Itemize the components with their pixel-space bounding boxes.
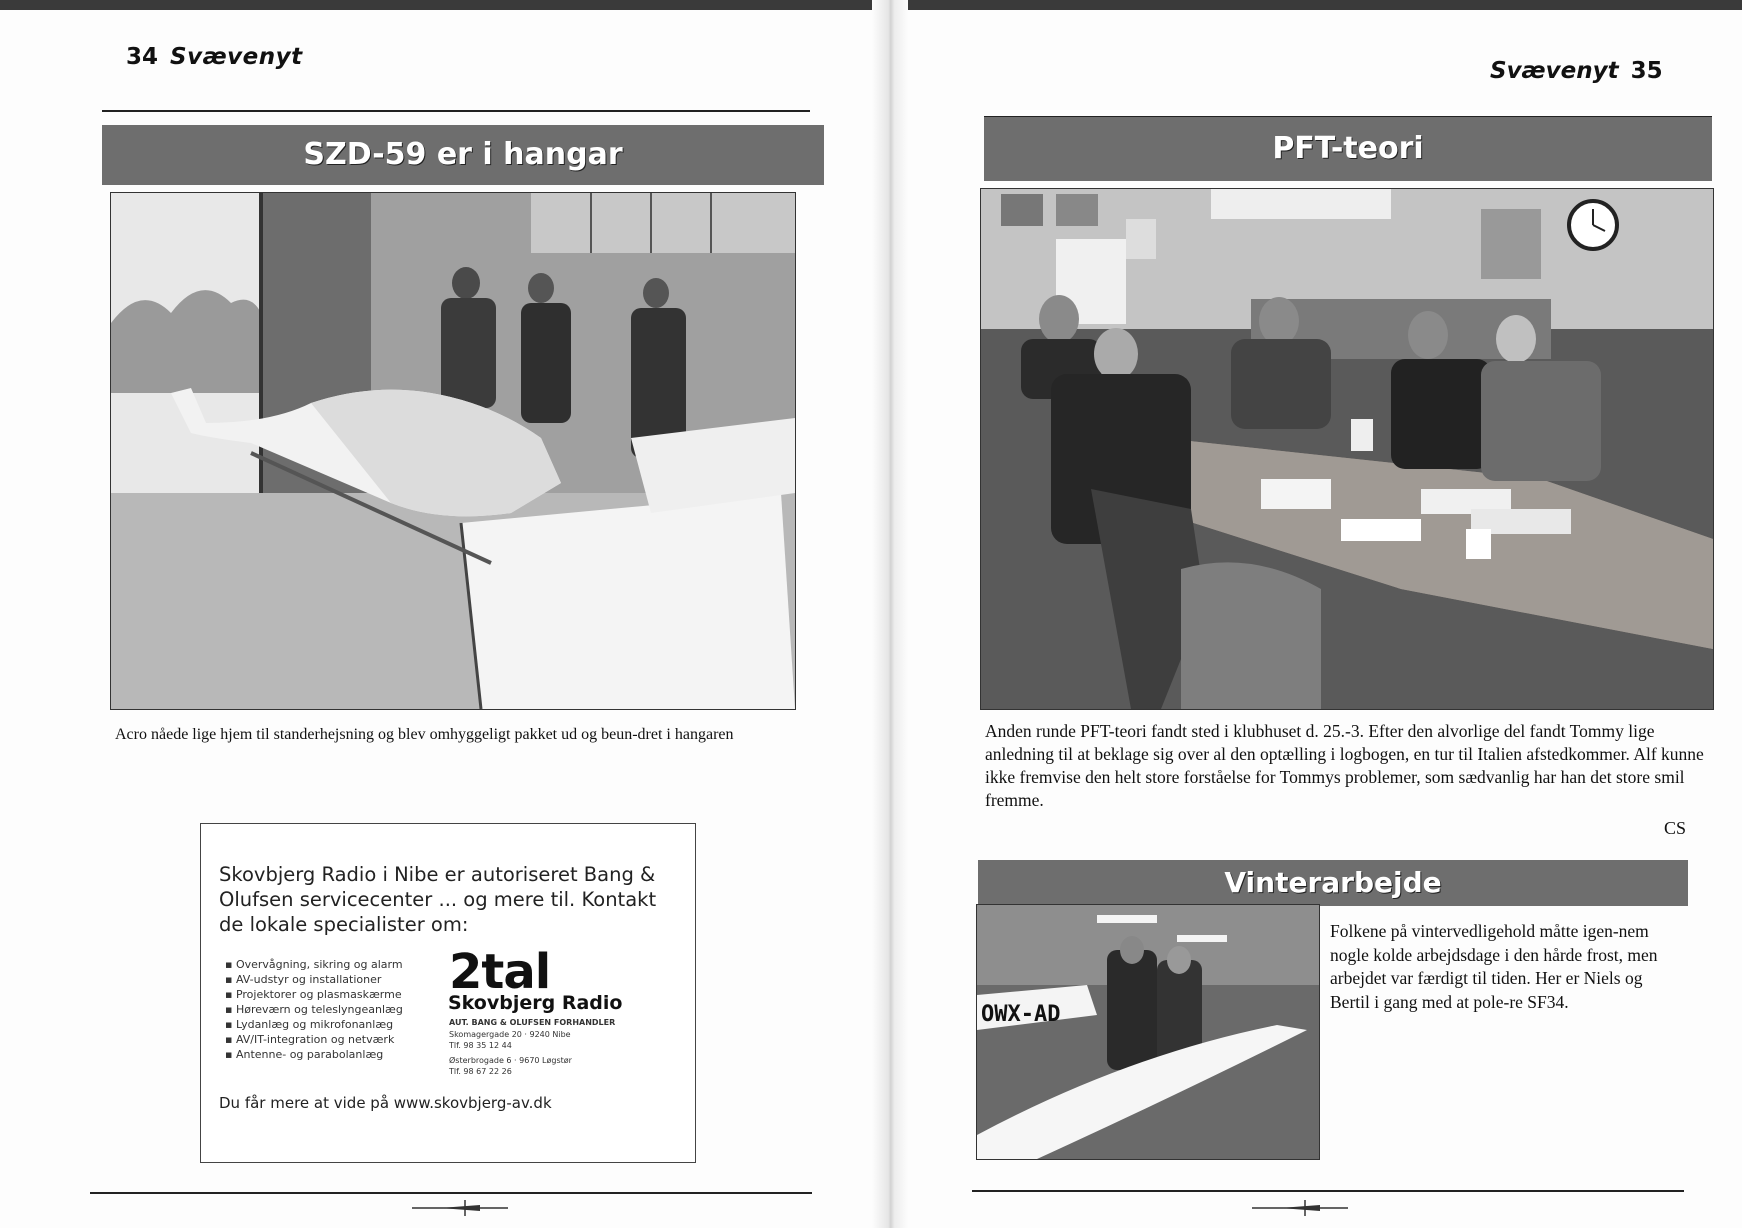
list-item: ▪ Overvågning, sikring og alarm [225, 957, 403, 972]
article-heading-szd59: SZD-59 er i hangar [102, 125, 824, 185]
page-number: 35 [1630, 58, 1663, 84]
article-signature: CS [1664, 818, 1687, 838]
skovbjerg-radio-ad [200, 823, 696, 1163]
page-number: 34 [126, 44, 159, 70]
list-item: ▪ Lydanlæg og mikrofonanlæg [225, 1017, 403, 1032]
list-item: ▪ Høreværn og teleslyngeanlæg [225, 1002, 403, 1017]
ad-phone-2: Tlf. 98 67 22 26 [449, 1067, 512, 1076]
clubhouse-photo [980, 188, 1714, 710]
page-header-left [126, 44, 303, 70]
book-spine [872, 0, 908, 1228]
hangar-photo [110, 192, 796, 710]
list-item: ▪ AV-udstyr og installationer [225, 972, 403, 987]
ad-phone-1: Tlf. 98 35 12 44 [449, 1041, 512, 1050]
2tal-logo: 2tal [449, 944, 551, 1000]
article-heading-vinterarbejde: Vinterarbejde [978, 860, 1688, 906]
header-rule [102, 110, 810, 112]
magazine-title: Svævenyt [170, 44, 303, 70]
ad-tagline: AUT. BANG & OLUFSEN FORHANDLER [449, 1018, 616, 1027]
glider-footer-icon [410, 1196, 510, 1220]
vinterarbejde-body: Folkene på vintervedligehold måtte igen-nem nogle kolde arbejdsdage i den hårde frost, men arbejdet var færdigt til tiden. Her er Niels og Bertil i gang med at pole-re SF34. [1330, 921, 1658, 1012]
list-item: ▪ Antenne- og parabolanlæg [225, 1047, 403, 1062]
ad-address-2: Østerbrogade 6 · 9670 Løgstør [449, 1056, 572, 1065]
magazine-title: Svævenyt [1490, 58, 1619, 84]
glider-footer-icon [1250, 1196, 1350, 1220]
ad-address-1: Skomagergade 20 · 9240 Nibe [449, 1030, 571, 1039]
list-item: ▪ Projektorer og plasmaskærme [225, 987, 403, 1002]
glider-polishing-photo [976, 904, 1320, 1160]
pft-teori-body: Anden runde PFT-teori fandt sted i klubhuset d. 25.-3. Efter den alvorlige del fandt Tommy lige anledning til at beklage sig over al den optælling i logbogen, en tur til Italien afstedkommer. Alf kunne ikke fremvise den helt store forståelse for Tommys problemer, som sædvanlig har han det store smil fremme. [985, 721, 1704, 810]
hangar-photo-caption: Acro nåede lige hjem til standerhejsning og blev omhyggeligt pakket ud og beun-dret i hangaren [115, 726, 734, 743]
article-heading-pft-teori: PFT-teori [984, 117, 1712, 181]
footer-rule [972, 1190, 1684, 1192]
clubhouse-photo-illustration [981, 189, 1713, 709]
top-dark-band [890, 0, 1742, 10]
ad-footer-link-text: Du får mere at vide på www.skovbjerg-av.dk [219, 1094, 552, 1112]
hangar-photo-illustration [111, 193, 795, 709]
right-page [890, 0, 1742, 1228]
top-dark-band [0, 0, 890, 10]
ad-company-name: Skovbjerg Radio [448, 992, 623, 1014]
list-item: ▪ AV/IT-integration og netværk [225, 1032, 403, 1047]
glider-polishing-illustration [977, 905, 1319, 1159]
ad-services-list [225, 957, 403, 1062]
page-header-right [1490, 58, 1663, 84]
glider-marking: OWX-AD [981, 1002, 1061, 1027]
footer-rule [90, 1192, 812, 1194]
ad-headline: Skovbjerg Radio i Nibe er autoriseret Bang & Olufsen servicecenter ... og mere til. Kontakt de lokale specialister om: [219, 863, 657, 936]
